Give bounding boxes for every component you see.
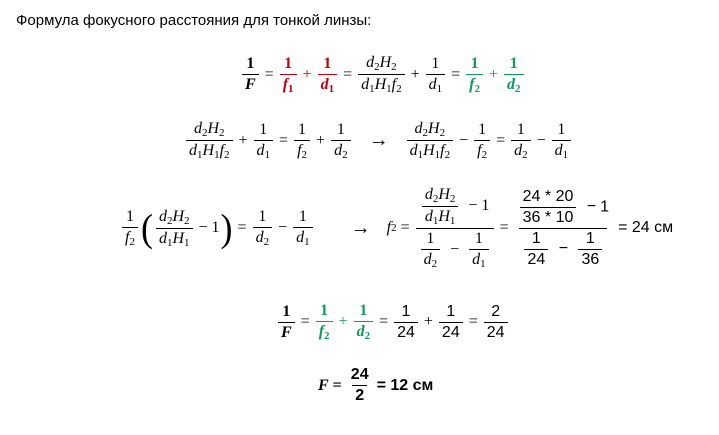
result-f2: = 24 см	[618, 219, 674, 236]
frac-1-over-d1: $\frac{1}{d_1}$	[318, 55, 338, 95]
equation-one-over-F: $\frac{1}{F}$ = $\frac{1}{f_2}$ + $\frac{1}{d_2}$ = $\frac{1}{24}$ + $\frac{1}{24}$ = $\frac{2}{24}$	[276, 302, 510, 342]
equation-rearrange: $\frac{d_2H_2}{d_1H_1f_2}$ + $\frac{1}{d_1}$ = $\frac{1}{f_2}$ + $\frac{1}{d_2}$ → $\frac{d_2H_2}{d_1H_1f_2}$ − $\frac{1}{f_2}$ = $\frac{1}{d_2}$ − $\frac{1}{d_1}$	[184, 120, 573, 161]
equation-final-F: F = $\frac{24}{2}$ = 12 см	[318, 366, 434, 404]
frac-d2H2-over-d1H1f2: $\frac{d_2H_2}{d_1H_1f_2}$	[358, 54, 405, 95]
compound-fraction-numeric: $\frac{24 * 20}{36 * 10}$ − 1 $\frac{1}{24}$ − $\frac{1}{36}$	[515, 188, 612, 269]
arrow-icon: →	[350, 216, 371, 239]
frac-1-over-F: $\frac{1}{F}$	[242, 55, 259, 94]
frac-1-over-f1: $\frac{1}{f_1}$	[280, 55, 297, 95]
result-F: = 12 см	[376, 376, 434, 394]
frac-1-over-f2: $\frac{1}{f_2}$	[466, 55, 483, 95]
page-heading: Формула фокусного расстояния для тонкой линзы:	[16, 12, 372, 29]
frac-1-over-d1: $\frac{1}{d_1}$	[426, 55, 446, 95]
equation-solve-f2: $\frac{1}{f_2}$ ( $\frac{d_2H_2}{d_1H_1}$ − 1 ) = $\frac{1}{d_2}$ − $\frac{1}{d_1}$ → f 2 = $\frac{d_2H_2}{d_1H_1}$ − 1 $\frac{1}{d_2}$ − $\frac{1}{d_1}$ = $\frac{24 * 20}{36 * 10}$ − 1 $\frac{1}{24}$ − $\frac{1}{36}$ = 24 см	[120, 186, 673, 270]
arrow-icon: →	[368, 129, 389, 151]
frac-1-over-d2: $\frac{1}{d_2}$	[504, 55, 524, 95]
equation-lens-formula: $\frac{1}{F}$ = $\frac{1}{f_1}$ + $\frac{1}{d_1}$ = $\frac{d_2H_2}{d_1H_1f_2}$ + $\frac{1}{d_1}$ = $\frac{1}{f_2}$ + $\frac{1}{d_2}$	[240, 54, 526, 95]
compound-fraction-symbolic: $\frac{d_2H_2}{d_1H_1}$ − 1 $\frac{1}{d_2}$ − $\frac{1}{d_1}$	[416, 186, 494, 270]
